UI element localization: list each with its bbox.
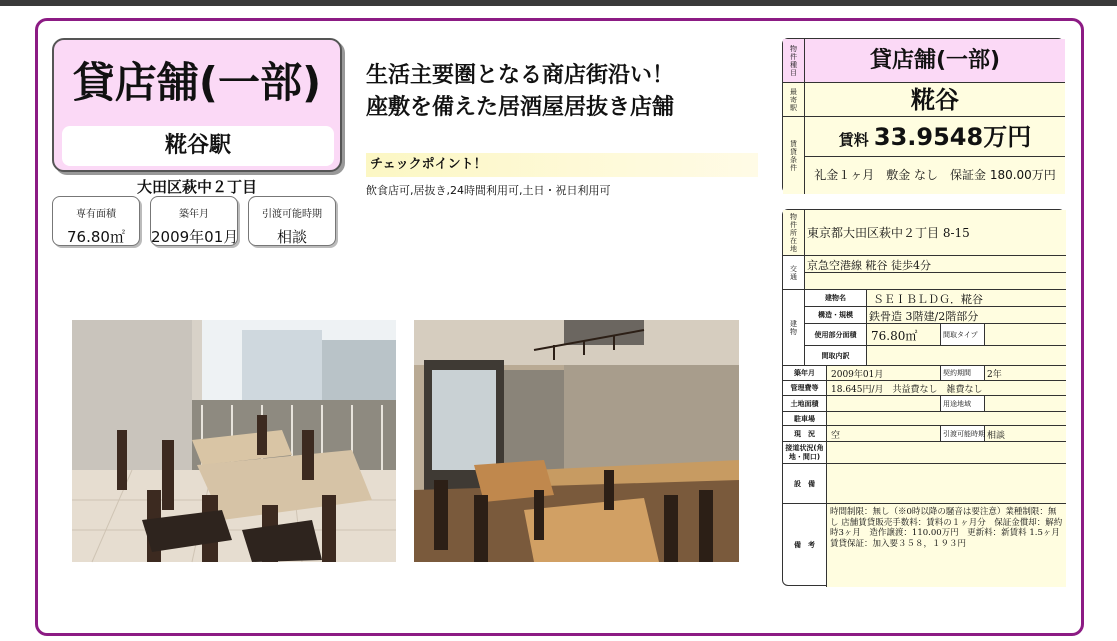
interior-photo-1 — [72, 320, 396, 562]
headline-line-1: 生活主要圏となる商店街沿い！ — [366, 63, 675, 88]
top-bar — [0, 0, 1117, 6]
mgmt-value: 18.645円/月 共益費なし 雑費なし — [827, 381, 1066, 396]
transport-value: 京急空港線 糀谷 徒歩4分 — [805, 256, 1066, 273]
headline — [366, 60, 766, 124]
address-short: 大田区萩中２丁目 — [136, 178, 257, 196]
land-label: 土地面積 — [783, 396, 827, 412]
status-label: 現 況 — [783, 426, 827, 442]
remarks-label: 備 考 — [783, 504, 827, 587]
built-value: 2009年01月 — [827, 366, 941, 381]
summary-type: 貸店舗(一部) — [805, 39, 1065, 83]
info-area-label: 専有面積 — [76, 209, 116, 220]
info-handover-label: 引渡可能時期 — [262, 209, 322, 220]
summary-table — [782, 38, 1064, 193]
road-value — [827, 442, 1066, 464]
property-type-card — [52, 38, 342, 172]
parking-label: 駐車場 — [783, 412, 827, 426]
layout-detail-value — [867, 346, 1066, 366]
rent-prefix: 賃料 — [838, 131, 869, 149]
station-label: 糀谷駅 — [62, 126, 334, 166]
property-type-title: 貸店舗(一部) — [72, 58, 322, 107]
building-name-label: 建物名 — [805, 290, 867, 307]
summary-type-label: 物件種目 — [783, 39, 805, 83]
summary-rent — [805, 117, 1065, 157]
transport-label: 交通 — [783, 256, 805, 290]
info-area-value: 76.80㎡ — [67, 228, 125, 246]
layout-type-label: 間取タイプ — [941, 324, 985, 346]
usage-label: 用途地域 — [941, 396, 985, 412]
remarks-value: 時間制限：無し（※0時以降の騒音は要注意）業種制限：無し 店舗賃貸販売手数料：賃料の１ヶ月分 保証金償却：解約時3ヶ月 造作譲渡：110.00万円 更新料：新賃料 1.5ヶ月 賃貸保証：加入要３５８，１９３円 — [827, 504, 1066, 587]
headline-line-2: 座敷を備えた居酒屋居抜き店舗 — [366, 95, 675, 120]
features-text: 飲食店可,居抜き,24時間利用可,土日・祝日利用可 — [366, 184, 611, 197]
summary-station-label: 最寄駅 — [783, 83, 805, 117]
contract-value: 2年 — [985, 366, 1066, 381]
location-label: 物件所在地 — [783, 210, 805, 256]
info-handover — [248, 196, 336, 246]
parking-value — [827, 412, 1066, 426]
layout-type-value — [985, 324, 1066, 346]
mgmt-label: 管理費等 — [783, 381, 827, 396]
usage-value — [985, 396, 1066, 412]
info-handover-value: 相談 — [276, 228, 307, 246]
road-label: 接道状況(角地・間口) — [783, 442, 827, 464]
layout-detail-label: 間取内訳 — [805, 346, 867, 366]
summary-station: 糀谷 — [805, 83, 1065, 117]
building-name: ＳＥＩＢＬＤＧ．糀谷 — [867, 290, 1066, 307]
handover-label: 引渡可能時期 — [941, 426, 985, 442]
info-area — [52, 196, 140, 246]
equipment-value — [827, 464, 1066, 504]
contract-label: 契約期間 — [941, 366, 985, 381]
rent-value: 33.9548万円 — [873, 123, 1032, 151]
handover-value: 相談 — [985, 426, 1066, 442]
structure: 鉄骨造 3階建/2階部分 — [867, 307, 1066, 324]
equipment-label: 設 備 — [783, 464, 827, 504]
interior-photo-2 — [414, 320, 739, 562]
info-built — [150, 196, 238, 246]
area-value: 76.80㎡ — [867, 324, 941, 346]
building-label: 建物 — [783, 290, 805, 366]
status-value: 空 — [827, 426, 941, 442]
built-label: 築年月 — [783, 366, 827, 381]
location-value: 東京都大田区萩中２丁目 8-15 — [805, 210, 1066, 256]
structure-label: 構造・規模 — [805, 307, 867, 324]
detail-table — [782, 209, 1069, 586]
land-value — [827, 396, 941, 412]
area-label: 使用部分面積 — [805, 324, 867, 346]
info-built-value: 2009年01月 — [151, 228, 239, 246]
summary-terms-label: 賃貸条件 — [783, 117, 805, 194]
transport-extra — [805, 273, 1066, 290]
info-built-label: 築年月 — [179, 209, 209, 220]
summary-deposits: 礼金１ヶ月 敷金 なし 保証金 180.00万円 — [805, 157, 1065, 194]
checkpoint-title: チェックポイント！ — [366, 153, 758, 177]
